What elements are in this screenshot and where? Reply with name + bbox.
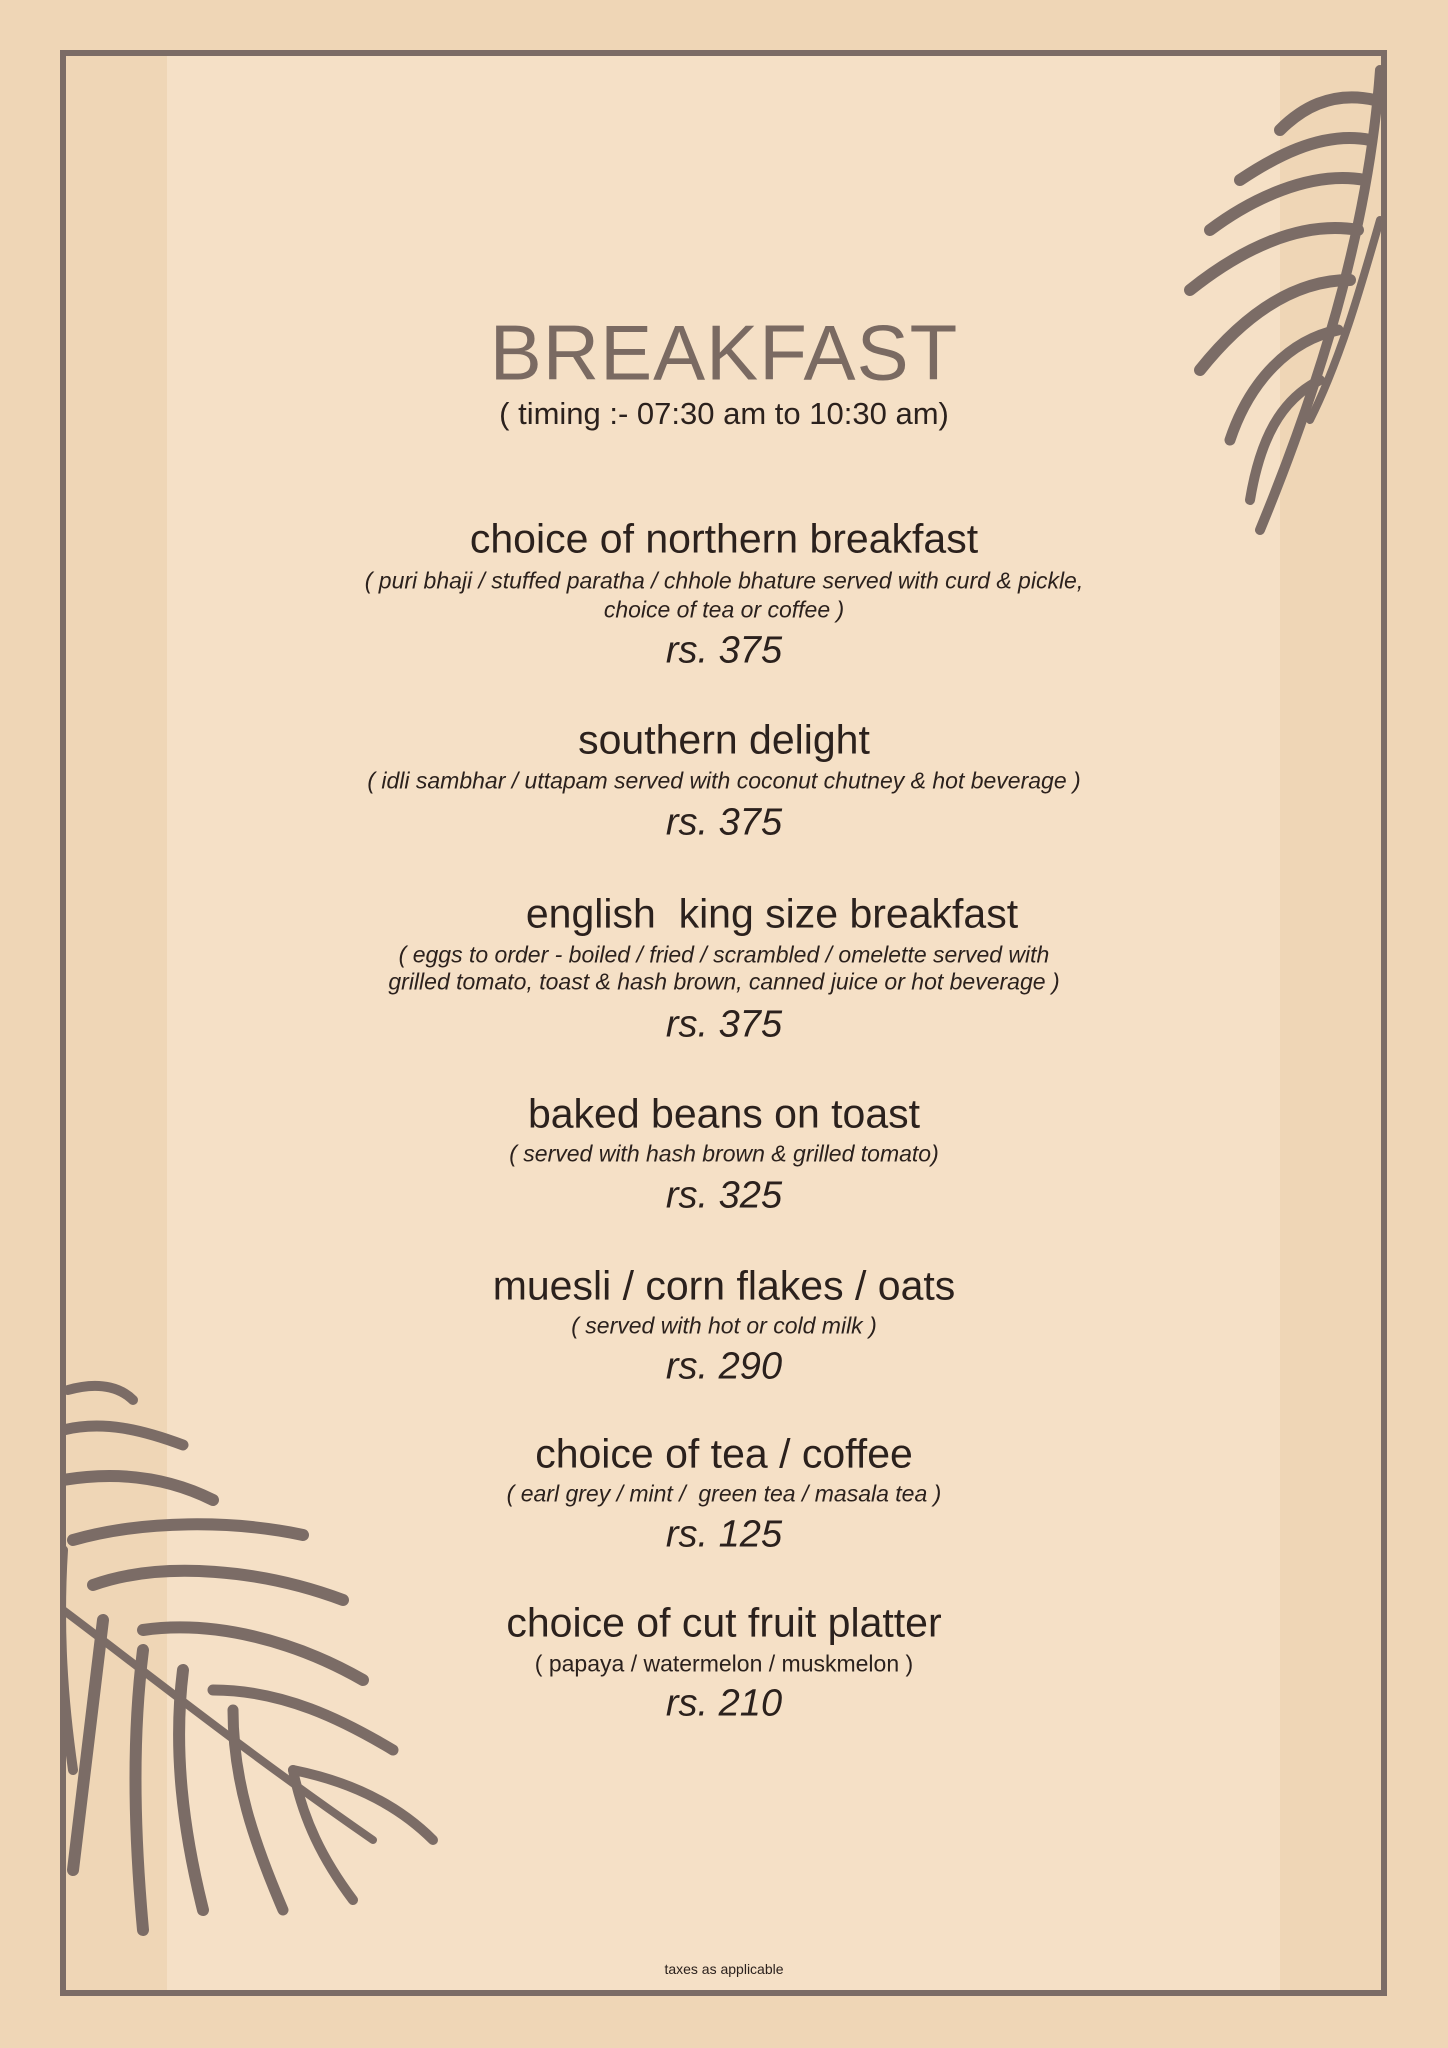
timing-text: ( timing :- 07:30 am to 10:30 am) [499, 396, 949, 431]
item-price: rs. 375 [665, 629, 783, 672]
item-price: rs. 325 [665, 1174, 783, 1217]
item-name: english king size breakfast [525, 890, 1019, 937]
page-title: BREAKFAST [489, 308, 959, 397]
item-name: choice of cut fruit platter [506, 1599, 942, 1646]
item-name: muesli / corn flakes / oats [492, 1262, 956, 1309]
item-price: rs. 125 [665, 1513, 783, 1556]
item-price: rs. 375 [665, 1003, 783, 1046]
item-price: rs. 290 [665, 1345, 783, 1388]
item-description: ( papaya / watermelon / muskmelon ) [534, 1650, 914, 1677]
item-name: choice of tea / coffee [535, 1430, 913, 1477]
item-description: ( served with hot or cold milk ) [571, 1312, 877, 1339]
item-description: choice of tea or coffee ) [603, 596, 845, 623]
item-description: ( idli sambhar / uttapam served with coconut chutney & hot beverage ) [367, 767, 1081, 794]
taxes-note: taxes as applicable [664, 1961, 784, 1977]
item-description: ( earl grey / mint / green tea / masala tea ) [506, 1480, 942, 1507]
item-description: grilled tomato, toast & hash brown, canned juice or hot beverage ) [388, 968, 1060, 995]
item-price: rs. 210 [665, 1682, 783, 1725]
palm-leaf-top-right-icon [1180, 60, 1390, 540]
item-name: choice of northern breakfast [469, 515, 979, 562]
item-name: baked beans on toast [527, 1090, 921, 1137]
item-description: ( served with hash brown & grilled tomato) [509, 1140, 939, 1167]
item-description: ( eggs to order - boiled / fried / scrambled / omelette served with [398, 941, 1050, 968]
item-name: southern delight [578, 716, 870, 763]
item-description: ( puri bhaji / stuffed paratha / chhole bhature served with curd & pickle, [364, 567, 1084, 594]
item-price: rs. 375 [665, 801, 783, 844]
